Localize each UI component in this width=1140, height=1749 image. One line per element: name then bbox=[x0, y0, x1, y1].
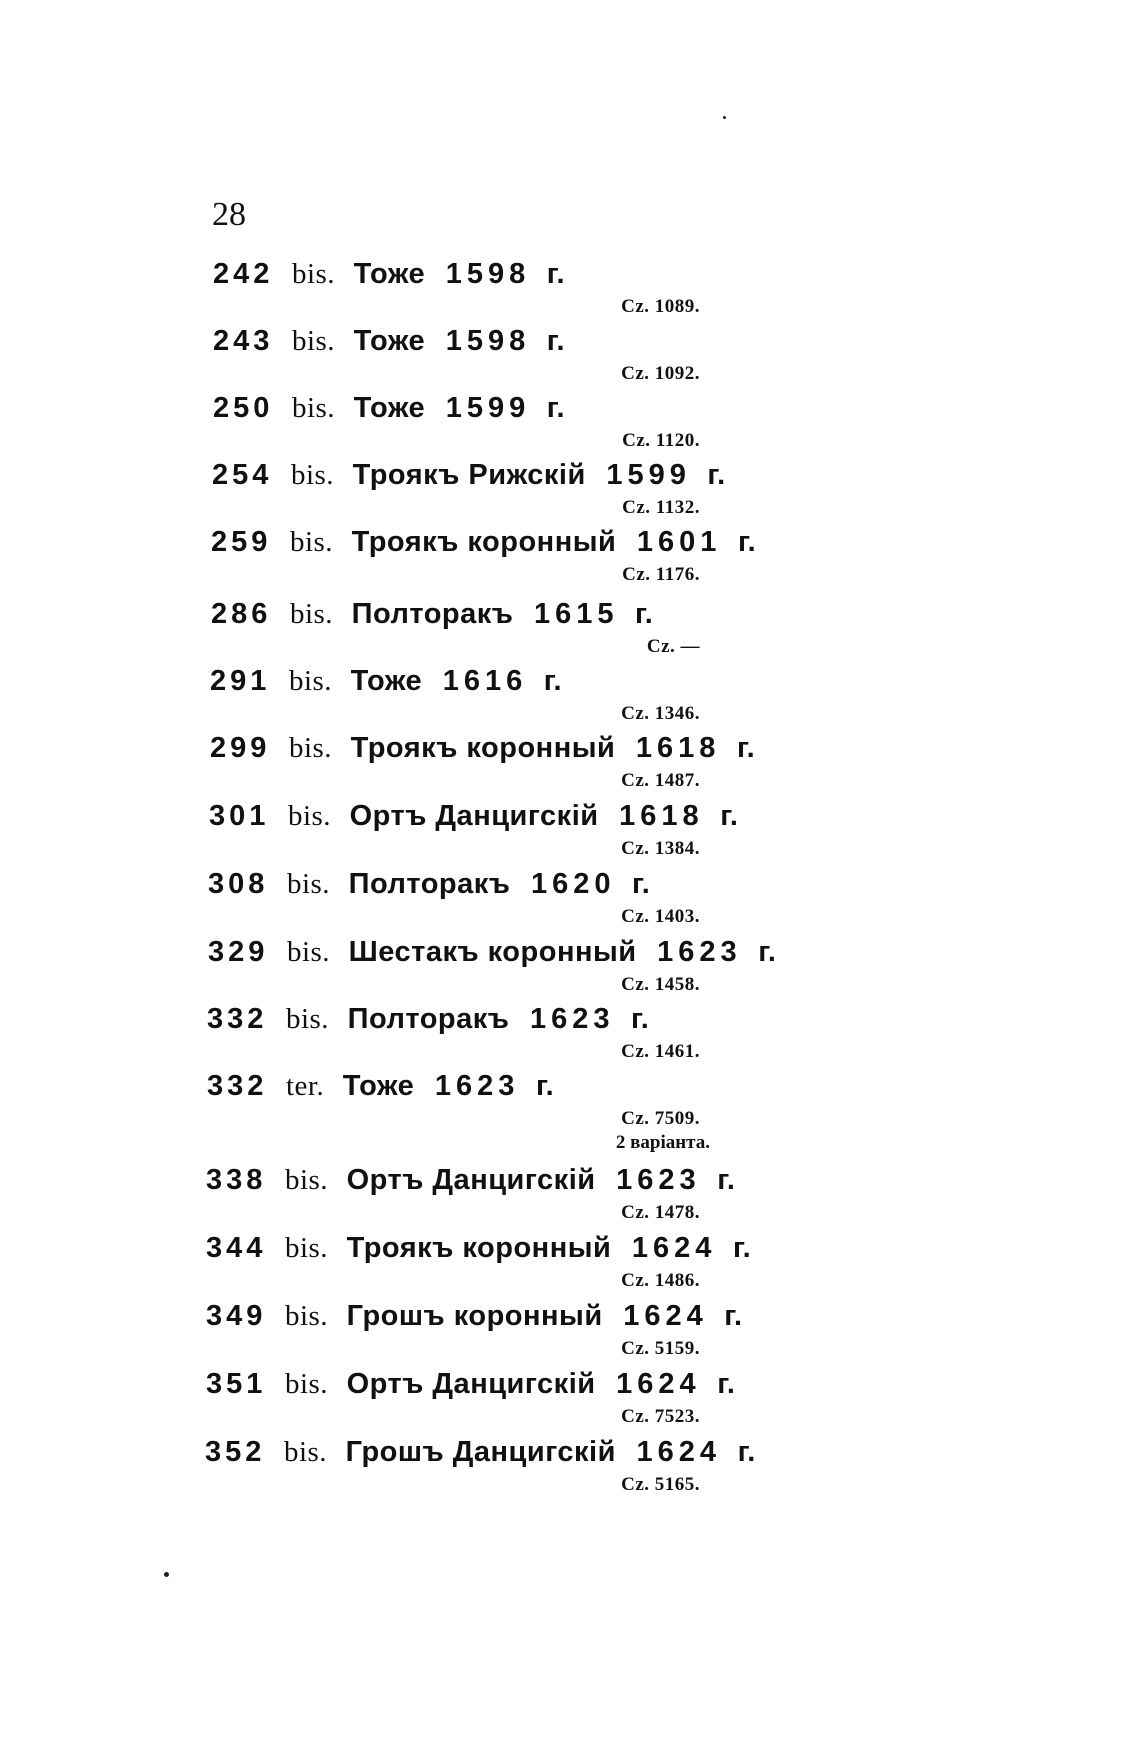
entry-reference: Cz. 1384. bbox=[621, 838, 700, 859]
entry-line bbox=[207, 1070, 554, 1103]
entry-title: Тоже bbox=[353, 258, 426, 290]
entry-reference: Cz. 1092. bbox=[621, 363, 700, 384]
entry-line bbox=[213, 392, 565, 425]
entry-year-unit: г. bbox=[546, 258, 566, 290]
entry-year-unit: г. bbox=[758, 936, 777, 968]
entry-suffix: bis. bbox=[284, 1300, 329, 1332]
entry-reference: Cz. 1120. bbox=[622, 430, 700, 451]
entry-reference: Cz. 1346. bbox=[621, 703, 700, 724]
entry-suffix: bis. bbox=[288, 665, 333, 697]
entry-year-unit: г. bbox=[543, 665, 563, 697]
entry-year-unit: г. bbox=[737, 526, 757, 558]
entry-reference: Cz. 1132. bbox=[622, 497, 700, 518]
entry-line bbox=[205, 1436, 756, 1469]
print-speck bbox=[723, 116, 726, 119]
entry-number: 250 bbox=[213, 392, 274, 424]
entry-suffix: bis. bbox=[284, 1368, 329, 1400]
entry-year: 1599 bbox=[445, 392, 531, 424]
entry-suffix: bis. bbox=[291, 325, 336, 357]
entry-number: 254 bbox=[212, 459, 273, 491]
entry-number: 286 bbox=[211, 598, 272, 630]
entry-line bbox=[208, 936, 776, 969]
entry-number: 349 bbox=[206, 1300, 267, 1332]
entry-line bbox=[209, 800, 738, 833]
entry-number: 344 bbox=[206, 1232, 267, 1264]
entry-year: 1601 bbox=[636, 526, 722, 558]
entry-suffix: bis. bbox=[289, 598, 334, 630]
entry-title: Ортъ Данцигскій bbox=[349, 800, 599, 832]
entry-year: 1616 bbox=[442, 665, 528, 697]
entry-year: 1615 bbox=[533, 598, 619, 630]
entry-number: 332 bbox=[207, 1070, 268, 1102]
entry-year: 1618 bbox=[635, 732, 721, 764]
entry-year-unit: г. bbox=[631, 1003, 650, 1035]
entry-title: Троякъ коронный bbox=[346, 1232, 612, 1264]
entry-suffix: bis. bbox=[284, 1232, 329, 1264]
entry-suffix: bis. bbox=[286, 936, 331, 968]
entry-year: 1620 bbox=[530, 868, 616, 900]
entry-title: Тоже bbox=[353, 392, 426, 424]
entry-year: 1623 bbox=[529, 1003, 615, 1035]
entry-title: Тоже bbox=[342, 1070, 415, 1102]
entry-year-unit: г. bbox=[732, 1232, 752, 1264]
entry-note: 2 варіанта. bbox=[615, 1132, 710, 1153]
entry-number: 242 bbox=[213, 258, 274, 290]
entry-line bbox=[210, 732, 755, 765]
entry-number: 299 bbox=[210, 732, 271, 764]
entry-number: 301 bbox=[209, 800, 270, 832]
entry-title: Тоже bbox=[353, 325, 426, 357]
entry-year: 1624 bbox=[616, 1368, 701, 1400]
entry-title: Полторакъ bbox=[351, 598, 514, 630]
entry-title: Троякъ Рижскій bbox=[352, 459, 586, 491]
entry-title: Троякъ коронный bbox=[351, 526, 617, 558]
entry-year: 1624 bbox=[623, 1300, 708, 1332]
entry-suffix: bis. bbox=[291, 392, 336, 424]
entry-year-unit: г. bbox=[717, 1164, 736, 1196]
entry-number: 329 bbox=[208, 936, 269, 968]
entry-number: 352 bbox=[205, 1436, 266, 1468]
entry-year-unit: г. bbox=[737, 1436, 756, 1468]
entry-line bbox=[206, 1300, 743, 1333]
entry-reference: Cz. 1176. bbox=[622, 564, 700, 585]
entry-year: 1623 bbox=[657, 936, 742, 968]
entry-reference: Cz. 1486. bbox=[621, 1270, 700, 1291]
entry-number: 243 bbox=[213, 325, 274, 357]
entry-reference: Cz. 1487. bbox=[621, 770, 700, 791]
entry-year: 1623 bbox=[434, 1070, 520, 1102]
entry-line bbox=[211, 526, 756, 559]
entry-year: 1624 bbox=[636, 1436, 722, 1468]
entry-year-unit: г. bbox=[632, 868, 651, 900]
entry-line bbox=[206, 1232, 751, 1265]
entry-year-unit: г. bbox=[736, 732, 756, 764]
entry-suffix: bis. bbox=[290, 459, 335, 491]
entry-year: 1598 bbox=[445, 258, 531, 290]
entry-title: Ортъ Данцигскій bbox=[346, 1368, 596, 1400]
entry-reference: Cz. 1403. bbox=[621, 906, 700, 927]
entry-title: Тоже bbox=[350, 665, 423, 697]
entry-title: Шестакъ коронный bbox=[348, 936, 637, 968]
entry-suffix: bis. bbox=[283, 1436, 328, 1468]
entry-reference: Cz. 7509. bbox=[621, 1108, 700, 1129]
entry-year: 1623 bbox=[616, 1164, 701, 1196]
entry-reference: Cz. 1458. bbox=[621, 974, 700, 995]
entry-reference: Cz. 7523. bbox=[621, 1406, 700, 1427]
entry-year-unit: г. bbox=[546, 392, 566, 424]
entry-number: 332 bbox=[207, 1003, 268, 1035]
entry-year-unit: г. bbox=[724, 1300, 743, 1332]
entry-year-unit: г. bbox=[707, 459, 726, 491]
entry-line bbox=[208, 868, 650, 901]
entry-year-unit: г. bbox=[717, 1368, 736, 1400]
print-speck bbox=[164, 1572, 169, 1577]
entry-reference: Cz. 1089. bbox=[621, 296, 700, 317]
entry-line bbox=[206, 1164, 735, 1197]
entry-line bbox=[206, 1368, 735, 1401]
entry-title: Троякъ коронный bbox=[350, 732, 616, 764]
entry-suffix: ter. bbox=[285, 1070, 325, 1102]
page-number: 28 bbox=[212, 196, 246, 233]
entry-suffix: bis. bbox=[286, 868, 331, 900]
entry-line bbox=[213, 258, 565, 291]
entry-suffix: bis. bbox=[285, 1003, 330, 1035]
entry-number: 338 bbox=[206, 1164, 267, 1196]
entry-year-unit: г. bbox=[535, 1070, 555, 1102]
entry-title: Полторакъ bbox=[347, 1003, 510, 1035]
entry-year: 1598 bbox=[445, 325, 531, 357]
entry-number: 351 bbox=[206, 1368, 267, 1400]
entry-suffix: bis. bbox=[288, 732, 333, 764]
entry-year-unit: г. bbox=[635, 598, 654, 630]
entry-reference: Cz. 1461. bbox=[621, 1041, 700, 1062]
entry-reference: Cz. 5165. bbox=[621, 1474, 700, 1495]
entry-title: Грошъ коронный bbox=[346, 1300, 603, 1332]
entry-year: 1618 bbox=[619, 800, 704, 832]
entry-year: 1599 bbox=[606, 459, 691, 491]
entry-suffix: bis. bbox=[284, 1164, 329, 1196]
entry-line bbox=[211, 598, 653, 631]
entry-year: 1624 bbox=[631, 1232, 717, 1264]
entry-number: 259 bbox=[211, 526, 272, 558]
entry-line bbox=[213, 325, 565, 358]
entry-suffix: bis. bbox=[289, 526, 334, 558]
entry-number: 291 bbox=[210, 665, 271, 697]
entry-title: Ортъ Данцигскій bbox=[346, 1164, 596, 1196]
entry-title: Полторакъ bbox=[348, 868, 511, 900]
entry-reference: Cz. 5159. bbox=[621, 1338, 700, 1359]
entry-reference: Cz. 1478. bbox=[621, 1202, 700, 1223]
entry-line bbox=[210, 665, 562, 698]
entry-year-unit: г. bbox=[546, 325, 566, 357]
entry-reference: Cz. — bbox=[646, 636, 700, 657]
entry-line bbox=[212, 459, 726, 492]
entry-title: Грошъ Данцигскій bbox=[345, 1436, 616, 1468]
entry-number: 308 bbox=[208, 868, 269, 900]
entry-suffix: bis. bbox=[287, 800, 332, 832]
entry-line bbox=[207, 1003, 649, 1036]
entry-suffix: bis. bbox=[291, 258, 336, 290]
entry-year-unit: г. bbox=[720, 800, 739, 832]
